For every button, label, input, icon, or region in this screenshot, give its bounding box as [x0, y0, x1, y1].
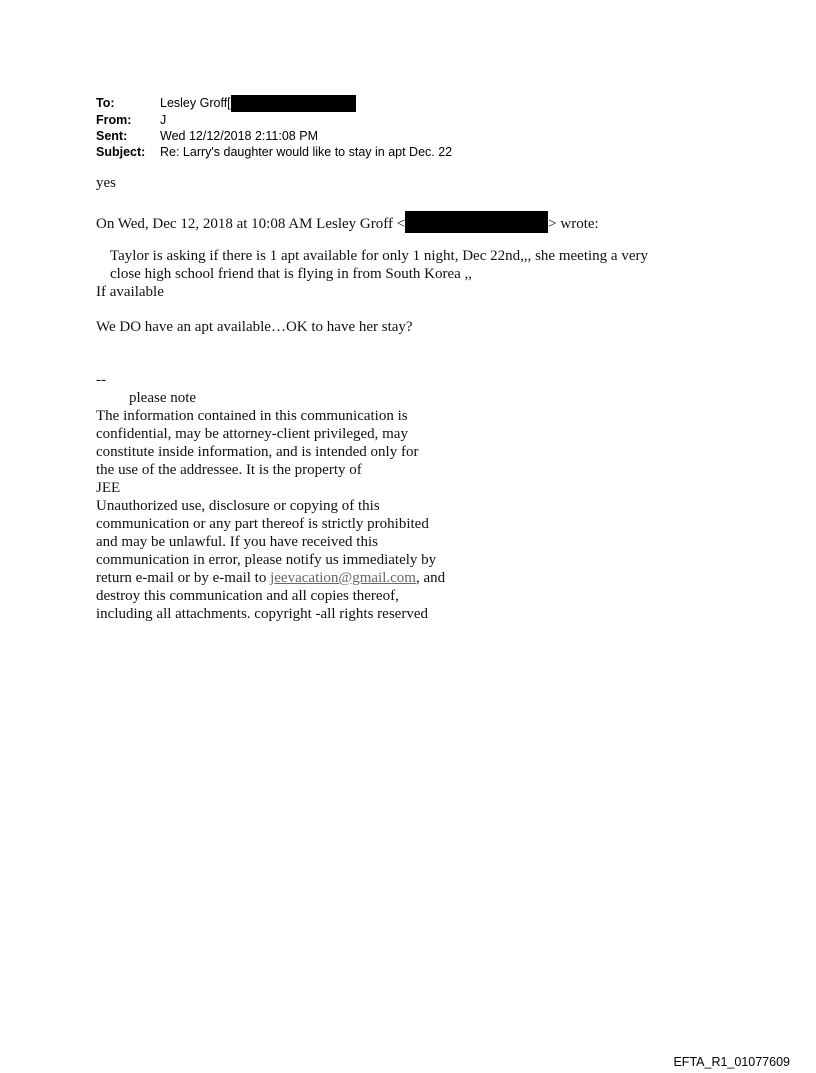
to-label: To: — [96, 96, 115, 110]
from-value: J — [160, 113, 167, 127]
reply-text: yes — [96, 175, 116, 191]
disclaimer-line — [96, 569, 736, 587]
subject-label: Subject: — [96, 145, 146, 159]
disclaimer-line: destroy this communication and all copies thereof, — [96, 588, 399, 604]
please-note-text: please note — [129, 390, 197, 406]
email-link[interactable]: jeevacation@gmail.com — [270, 570, 416, 586]
quoted-message — [96, 247, 736, 283]
sent-label: Sent: — [96, 129, 128, 143]
redaction-box — [231, 95, 356, 112]
disclaimer-line: confidential, may be attorney-client privileged, may — [96, 426, 408, 442]
return-text-after: , and — [415, 570, 446, 586]
signature-dashes: -- — [96, 372, 106, 388]
sent-value: Wed 12/12/2018 2:11:08 PM — [160, 129, 318, 143]
disclaimer-line: communication in error, please notify us immediately by — [96, 552, 437, 568]
disclaimer-line: constitute inside information, and is intended only for — [96, 444, 419, 460]
quote-intro-before: On Wed, Dec 12, 2018 at 10:08 AM Lesley Groff < — [96, 216, 406, 232]
quote-line: Taylor is asking if there is 1 apt available for only 1 night, Dec 22nd,,, she meeting a very — [110, 248, 648, 264]
return-text-before: return e-mail or by e-mail to — [96, 570, 271, 586]
quote-intro — [96, 211, 736, 233]
redaction-box — [405, 211, 548, 233]
from-row — [96, 112, 452, 128]
sent-row — [96, 128, 452, 144]
we-do-text: We DO have an apt available…OK to have her stay? — [96, 319, 413, 335]
disclaimer-line: including all attachments. copyright -all rights reserved — [96, 606, 428, 622]
to-row — [96, 95, 452, 112]
email-header — [96, 95, 452, 160]
disclaimer — [96, 407, 736, 623]
email-body — [96, 174, 736, 623]
disclaimer-line: The information contained in this communication is — [96, 408, 408, 424]
quote-intro-after: > wrote: — [548, 216, 599, 232]
disclaimer-line: communication or any part thereof is strictly prohibited — [96, 516, 429, 532]
subject-value: Re: Larry's daughter would like to stay in apt Dec. 22 — [160, 145, 453, 159]
disclaimer-line: Unauthorized use, disclosure or copying of this — [96, 498, 380, 514]
from-label: From: — [96, 113, 132, 127]
disclaimer-line: the use of the addressee. It is the property of — [96, 462, 362, 478]
quote-line: close high school friend that is flying in from South Korea ,, — [110, 266, 473, 282]
disclaimer-line: JEE — [96, 480, 121, 496]
if-available-text: If available — [96, 284, 164, 300]
subject-row — [96, 144, 452, 160]
document-id: EFTA_R1_01077609 — [673, 1055, 790, 1069]
disclaimer-line: and may be unlawful. If you have received this — [96, 534, 378, 550]
to-value: Lesley Groff[ — [160, 96, 231, 110]
